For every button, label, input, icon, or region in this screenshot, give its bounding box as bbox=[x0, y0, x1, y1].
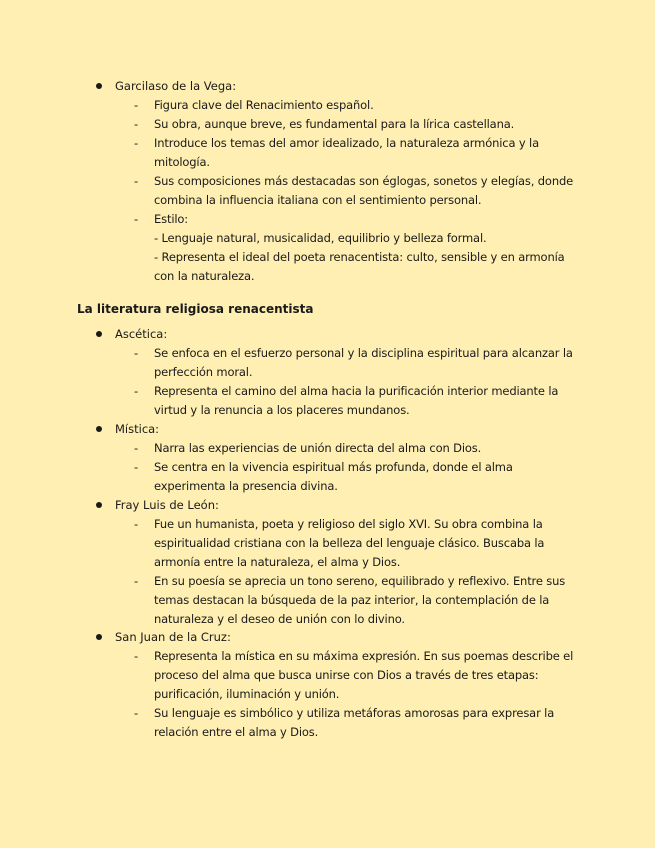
dash-icon: - bbox=[134, 136, 139, 150]
item-mistica: Mística: bbox=[115, 422, 160, 436]
dash-icon: - bbox=[134, 117, 139, 131]
sub-item: Narra las experiencias de unión directa del alma con Dios. bbox=[154, 441, 482, 455]
sub-item: Representa el camino del alma hacia la purificación interior mediante la virtud y la renuncia a los placeres mundanos. bbox=[154, 384, 559, 417]
sub-item: Representa la mística en su máxima expresión. En sus poemas describe el proceso del alma que busca unirse con Dios a través de tres etapas: purificación, iluminación y unión. bbox=[154, 649, 574, 701]
sub-item: Se enfoca en el esfuerzo personal y la disciplina espiritual para alcanzar la perfección moral. bbox=[154, 346, 573, 379]
dash-icon: - bbox=[134, 174, 139, 188]
section-heading: La literatura religiosa renacentista bbox=[77, 302, 314, 316]
item-ascetica: Ascética: bbox=[115, 327, 168, 341]
sub-item: En su poesía se aprecia un tono sereno, equilibrado y reflexivo. Entre sus temas destacan la búsqueda de la paz interior, la contemplación de la naturaleza y el deseo de unión con lo divino. bbox=[154, 574, 566, 626]
item-fray-luis: Fray Luis de León: bbox=[115, 498, 219, 512]
sub-item: Introduce los temas del amor idealizado, la naturaleza armónica y la mitología. bbox=[154, 136, 539, 169]
bullet-icon bbox=[96, 634, 102, 640]
sub-item: Figura clave del Renacimiento español. bbox=[154, 98, 374, 112]
sub-item: Su obra, aunque breve, es fundamental para la lírica castellana. bbox=[154, 117, 515, 131]
dash-icon: - bbox=[134, 346, 139, 360]
sub-item-estilo: Estilo: bbox=[154, 212, 189, 226]
sub-item: Se centra en la vivencia espiritual más profunda, donde el alma experimenta la presencia divina. bbox=[154, 460, 513, 493]
bullet-icon bbox=[96, 83, 102, 89]
style-line: - Representa el ideal del poeta renacentista: culto, sensible y en armonía con la naturaleza. bbox=[154, 250, 565, 283]
bullet-icon bbox=[96, 426, 102, 432]
dash-icon: - bbox=[134, 384, 139, 398]
item-san-juan: San Juan de la Cruz: bbox=[115, 630, 231, 644]
item-garcilaso: Garcilaso de la Vega: bbox=[115, 79, 237, 93]
dash-icon: - bbox=[134, 212, 139, 226]
bullet-icon bbox=[96, 331, 102, 337]
sub-item: Sus composiciones más destacadas son églogas, sonetos y elegías, donde combina la influencia italiana con el sentimiento personal. bbox=[154, 174, 574, 207]
dash-icon: - bbox=[134, 649, 139, 663]
dash-icon: - bbox=[134, 98, 139, 112]
dash-icon: - bbox=[134, 460, 139, 474]
dash-icon: - bbox=[134, 706, 139, 720]
dash-icon: - bbox=[134, 517, 139, 531]
dash-icon: - bbox=[134, 574, 139, 588]
bullet-icon bbox=[96, 502, 102, 508]
sub-item: Su lenguaje es simbólico y utiliza metáforas amorosas para expresar la relación entre el alma y Dios. bbox=[154, 706, 555, 739]
style-line: - Lenguaje natural, musicalidad, equilibrio y belleza formal. bbox=[154, 231, 487, 245]
dash-icon: - bbox=[134, 441, 139, 455]
sub-item: Fue un humanista, poeta y religioso del siglo XVI. Su obra combina la espiritualidad cristiana con la belleza del lenguaje clásico. Buscaba la armonía entre la naturaleza, el alma y Dios. bbox=[154, 517, 545, 569]
